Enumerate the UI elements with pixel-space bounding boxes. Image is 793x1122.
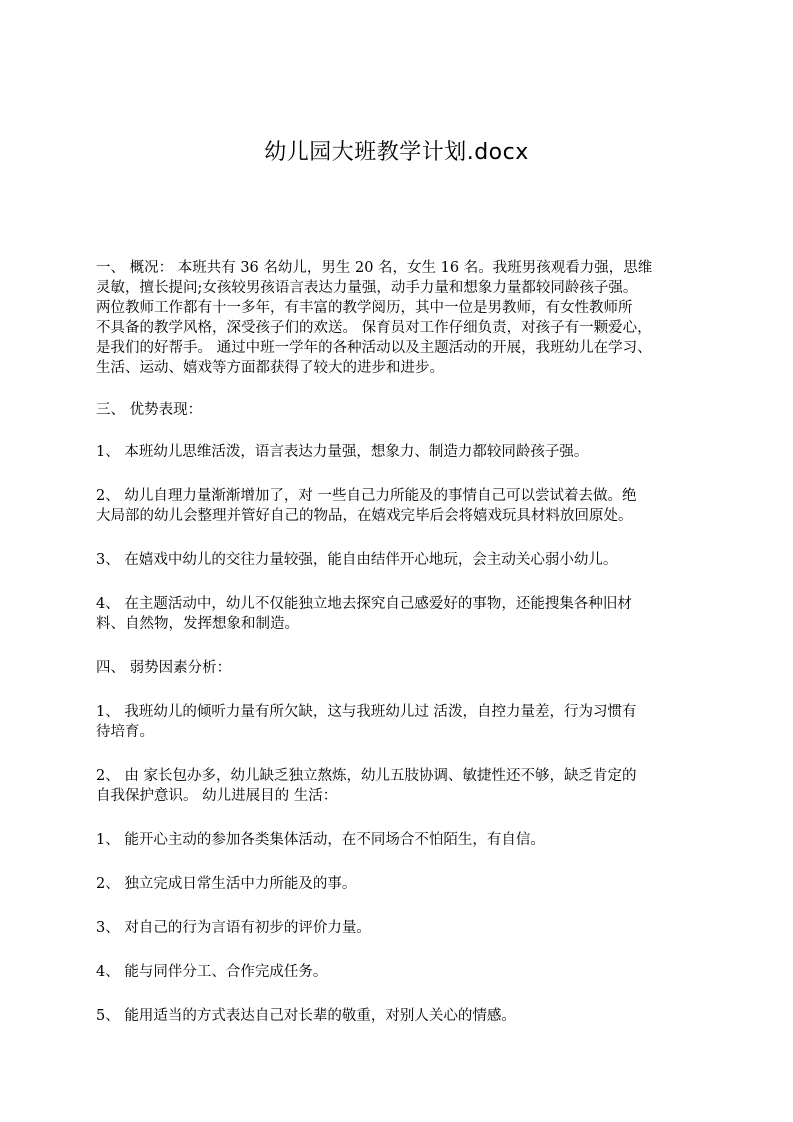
text-line: 2、 由 家长包办多，幼儿缺乏独立熬炼，幼儿五肢协调、敏捷性还不够，缺乏肯定的	[96, 768, 637, 784]
strength-item-1	[96, 442, 708, 462]
strength-item-2	[96, 486, 708, 526]
strength-item-3	[96, 550, 708, 570]
text-line: 1、 我班幼儿的倾听力量有所欠缺，这与我班幼儿过 活泼，自控力量差，行为习惯有	[96, 704, 637, 720]
text-line: 料、自然物，发挥想象和制造。	[96, 616, 299, 632]
text-line: 5、 能用适当的方式表达自己对长辈的敬重，对别人关心的情感。	[96, 1008, 516, 1024]
strengths-heading	[96, 400, 708, 420]
text-line: 生活、运动、嬉戏等方面都获得了较大的进步和进步。	[96, 360, 444, 376]
text-line: 1、 能开心主动的参加各类集体活动，在不同场合不怕陌生，有自信。	[96, 832, 545, 848]
text-line: 3、 在嬉戏中幼儿的交往力量较强，能自由结伴开心地玩，会主动关心弱小幼儿。	[96, 552, 618, 568]
overview-paragraph	[96, 258, 708, 378]
text-line: 大局部的幼儿会整理并管好自己的物品，在嬉戏完毕后会将嬉戏玩具材料放回原处。	[96, 508, 633, 524]
text-line: 不具备的教学风格，深受孩子们的欢送。 保育员对工作仔细负责，对孩子有一颗爱心，	[96, 320, 652, 336]
text-line: 灵敏，擅长提问;女孩较男孩语言表达力量强，动手力量和想象力量都较同龄孩子强。	[96, 280, 638, 296]
text-line: 1、 本班幼儿思维活泼，语言表达力量强，想象力、制造力都较同龄孩子强。	[96, 444, 589, 460]
goal-item-4	[96, 962, 708, 982]
text-line: 4、 能与同伴分工、合作完成任务。	[96, 964, 328, 980]
text-line: 2、 幼儿自理力量渐渐增加了，对 一些自己力所能及的事情自己可以尝试着去做。绝	[96, 488, 637, 504]
text-line: 3、 对自己的行为言语有初步的评价力量。	[96, 920, 371, 936]
document-body	[96, 258, 708, 1026]
text-line: 是我们的好帮手。 通过中班一学年的各种活动以及主题活动的开展，我班幼儿在学习、	[96, 340, 652, 356]
heading-text: 三、 优势表现：	[96, 402, 203, 418]
goal-item-5	[96, 1006, 708, 1026]
text-line: 4、 在主题活动中，幼儿不仅能独立地去探究自己感爱好的事物，还能搜集各种旧材	[96, 596, 632, 612]
text-line: 2、 独立完成日常生活中力所能及的事。	[96, 876, 357, 892]
goal-item-2	[96, 874, 708, 894]
document-title: 幼儿园大班教学计划.docx	[264, 140, 529, 165]
goal-item-1	[96, 830, 708, 850]
text-line: 一、 概况： 本班共有 36 名幼儿，男生 20 名，女生 16 名。我班男孩观看力强，思维	[96, 260, 653, 276]
text-line: 自我保护意识。 幼儿进展目的 生活：	[96, 788, 338, 804]
text-line: 待培育。	[96, 724, 154, 740]
strength-item-4	[96, 594, 708, 634]
weakness-item-2	[96, 766, 708, 806]
weakness-item-1	[96, 702, 708, 742]
weakness-heading	[96, 658, 708, 678]
text-line: 两位教师工作都有十一多年，有丰富的教学阅历，其中一位是男教师，有女性教师所	[96, 300, 633, 316]
goal-item-3	[96, 918, 708, 938]
heading-text: 四、 弱势因素分析：	[96, 660, 232, 676]
